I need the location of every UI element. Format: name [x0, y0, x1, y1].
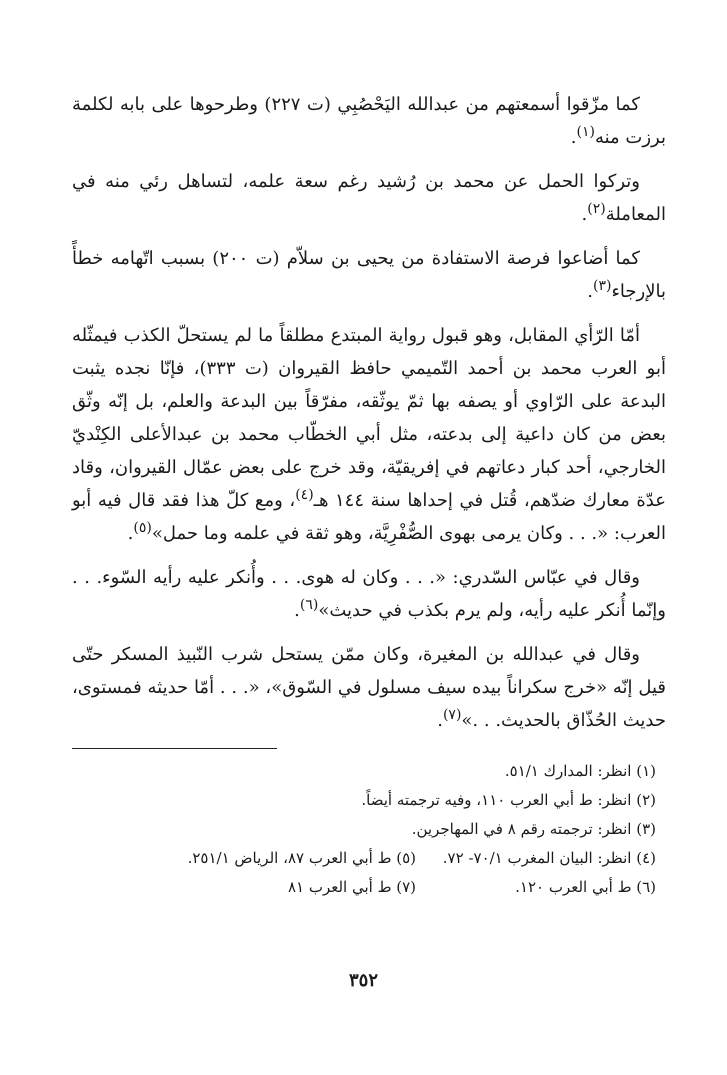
footnote: (٢) انظر: ط أبي العرب ١١٠، وفيه ترجمته أيضاً. — [361, 791, 656, 809]
footnote: (٦) ط أبي العرب ١٢٠. — [515, 878, 656, 896]
paragraph-tail: . — [294, 600, 300, 621]
paragraph-tail: ، ومع كلّ هذا فقد قال فيه أبو العرب: «. . . وكان يرمى بهوى الصُّفْرِيَّة، وهو ثقة في علمه وما حمل» — [72, 490, 666, 544]
paragraph-tail: . — [570, 127, 577, 148]
footnote: (٧) ط أبي العرب ٨١ — [287, 878, 416, 896]
paragraph-text: كما مزّقوا أسمعتهم من عبدالله اليَحْصُبِي (ت ٢٢٧) وطرحوها على بابه لكلمة برزت منه — [72, 94, 666, 148]
footnote-marker: (٤) — [295, 487, 314, 503]
paragraph-text: كما أضاعوا فرصة الاستفادة من يحيى بن سلاّم (ت ٢٠٠) بسبب اتّهامه خطأً بالإرجاء — [72, 248, 666, 302]
footnote: (٣) انظر: ترجمته رقم ٨ في المهاجرين. — [411, 820, 656, 838]
footnote: (٤) انظر: البيان المغرب ٧٠/١- ٧٢. — [442, 849, 656, 867]
paragraph — [72, 319, 666, 550]
footnote-marker: (٦) — [299, 597, 319, 613]
footnote-separator — [72, 748, 277, 749]
paragraph — [72, 88, 666, 154]
footnote: (٥) ط أبي العرب ٨٧، الرياض ٢٥١/١. — [187, 849, 416, 867]
paragraph-tail: . — [581, 204, 588, 225]
page-number: ٣٥٢ — [348, 970, 378, 991]
paragraph-tail: . — [587, 281, 593, 302]
footnote-marker: (٣) — [593, 278, 612, 294]
paragraph-text: أمّا الرّأي المقابل، وهو قبول رواية المبتدع مطلقاً ما لم يستحلّ الكذب فيمثّله أبو العرب محمد بن أحمد التّميمي حافظ القيروان (ت ٣٣٣)، فإنّا نجده يثبت البدعة على الرّاوي أو يصفه بها ثمّ يوثّقه، مفرّقاً بين البدعة والعلم، بل إنّه وثّق بعض من كان داعية إلى بدعته، مثل أبي الخطّاب محمد بن عبدالأعلى الكِنْديّ الخارجي، أحد كبار دعاتهم في إفريقيّة، وقد خرج على بعض عمّال القيروان، وقاد عدّة معارك ضدّهم، قُتل في إحداها سنة ١٤٤ هـ — [72, 325, 666, 511]
footnote-marker: (١) — [576, 124, 595, 140]
paragraph-text: وقال في عبدالله بن المغيرة، وكان ممّن يستحل شرب النّبيذ المسكر حتّى قيل إنّه «خرج سكراناً بيده سيف مسلول في السّوق»، «. . . أمّا حديثه فمستوى، حديث الحُذّاق بالحديث. . .» — [72, 644, 666, 731]
footnotes — [72, 757, 666, 902]
page-body — [72, 88, 666, 902]
footnote-row — [72, 873, 666, 902]
footnote-marker: (٧) — [442, 707, 462, 723]
footnote-marker: (٢) — [587, 201, 606, 217]
paragraph — [72, 165, 666, 231]
footnote-row — [72, 844, 666, 873]
paragraph — [72, 242, 666, 308]
paragraph-text: وتركوا الحمل عن محمد بن رُشيد رغم سعة علمه، لتساهل رئي منه في المعاملة — [72, 171, 666, 225]
paragraph — [72, 638, 666, 737]
paragraph-text: وقال في عبّاس السّدري: «. . . وكان له هوى. . . وأُنكر عليه رأيه السّوء. . . وإنّما أُنكر عليه رأيه، ولم يرم بكذب في حديث» — [72, 567, 666, 621]
paragraph-tail: . — [127, 523, 134, 544]
paragraph — [72, 561, 666, 627]
paragraph-tail: . — [437, 710, 443, 731]
footnote: (١) انظر: المدارك ٥١/١. — [504, 762, 656, 780]
footnote-marker: (٥) — [133, 520, 152, 536]
